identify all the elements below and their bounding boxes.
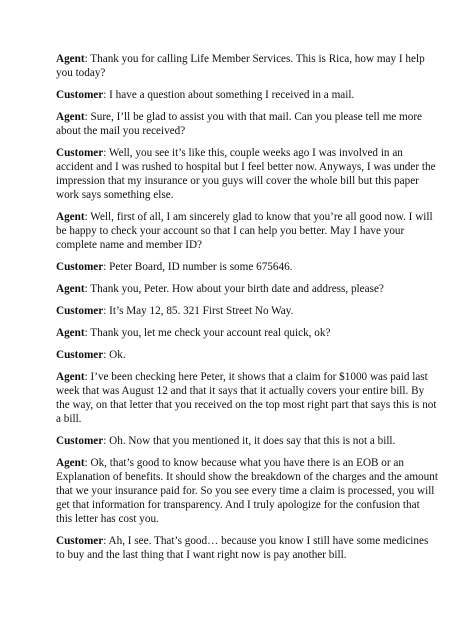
utterance-text: : Well, you see it’s like this, couple weeks ago I was involved in an accident and I was rushed to hospital but I feel better now. Anyways, I was under the impression that my insurance or you guys will cover the whole bill but this paper work says something else. (56, 147, 436, 201)
speaker-label: Customer (56, 89, 104, 101)
speaker-label: Customer (56, 261, 104, 273)
utterance-text: : I have a question about something I received in a mail. (103, 89, 355, 101)
speaker-label: Agent (56, 327, 85, 339)
dialogue-turn (56, 456, 438, 526)
speaker-label: Agent (56, 457, 85, 469)
utterance-text: : Ah, I see. That’s good… because you know I still have some medicines to buy and the last thing that I want right now is pay another bill. (56, 535, 429, 561)
dialogue-turn (56, 434, 438, 448)
speaker-label: Customer (56, 435, 104, 447)
utterance-text: : Sure, I’ll be glad to assist you with that mail. Can you please tell me more about the mail you received? (56, 111, 423, 137)
speaker-label: Agent (56, 371, 85, 383)
dialogue-turn (56, 110, 438, 138)
document-page (56, 52, 438, 570)
dialogue-turn (56, 210, 438, 252)
dialogue-turn (56, 534, 438, 562)
speaker-label: Agent (56, 211, 85, 223)
utterance-text: : Thank you, let me check your account real quick, ok? (84, 327, 331, 339)
speaker-label: Customer (56, 535, 104, 547)
speaker-label: Agent (56, 53, 85, 65)
dialogue-turn (56, 282, 438, 296)
utterance-text: : Well, first of all, I am sincerely glad to know that you’re all good now. I will be happy to check your account so that I can help you better. May I have your complete name and member ID? (56, 211, 433, 251)
utterance-text: : It’s May 12, 85. 321 First Street No Way. (103, 305, 294, 317)
utterance-text: : Peter Board, ID number is some 675646. (103, 261, 293, 273)
dialogue-turn (56, 146, 438, 202)
utterance-text: : Thank you for calling Life Member Services. This is Rica, how may I help you today? (56, 53, 425, 79)
utterance-text: : Thank you, Peter. How about your birth date and address, please? (84, 283, 384, 295)
dialogue-turn (56, 348, 438, 362)
dialogue-turn (56, 370, 438, 426)
utterance-text: : Ok, that’s good to know because what you have there is an EOB or an Explanation of benefits. It should show the breakdown of the charges and the amount that we your insurance paid for. So you see every time a claim is processed, you will get that information for transparency. And I truly apologize for the confusion that this letter has cost you. (56, 457, 438, 525)
utterance-text: : I’ve been checking here Peter, it shows that a claim for $1000 was paid last week that was August 12 and that it says that it actually covers your entire bill. By the way, on that letter that you received on the top most right part that says this is not a bill. (56, 371, 437, 425)
speaker-label: Customer (56, 305, 104, 317)
dialogue-turn (56, 88, 438, 102)
speaker-label: Agent (56, 283, 85, 295)
dialogue-turn (56, 304, 438, 318)
speaker-label: Customer (56, 147, 104, 159)
utterance-text: : Ok. (103, 349, 126, 361)
speaker-label: Agent (56, 111, 85, 123)
dialogue-turn (56, 260, 438, 274)
speaker-label: Customer (56, 349, 104, 361)
utterance-text: : Oh. Now that you mentioned it, it does say that this is not a bill. (103, 435, 396, 447)
dialogue-turn (56, 52, 438, 80)
dialogue-turn (56, 326, 438, 340)
